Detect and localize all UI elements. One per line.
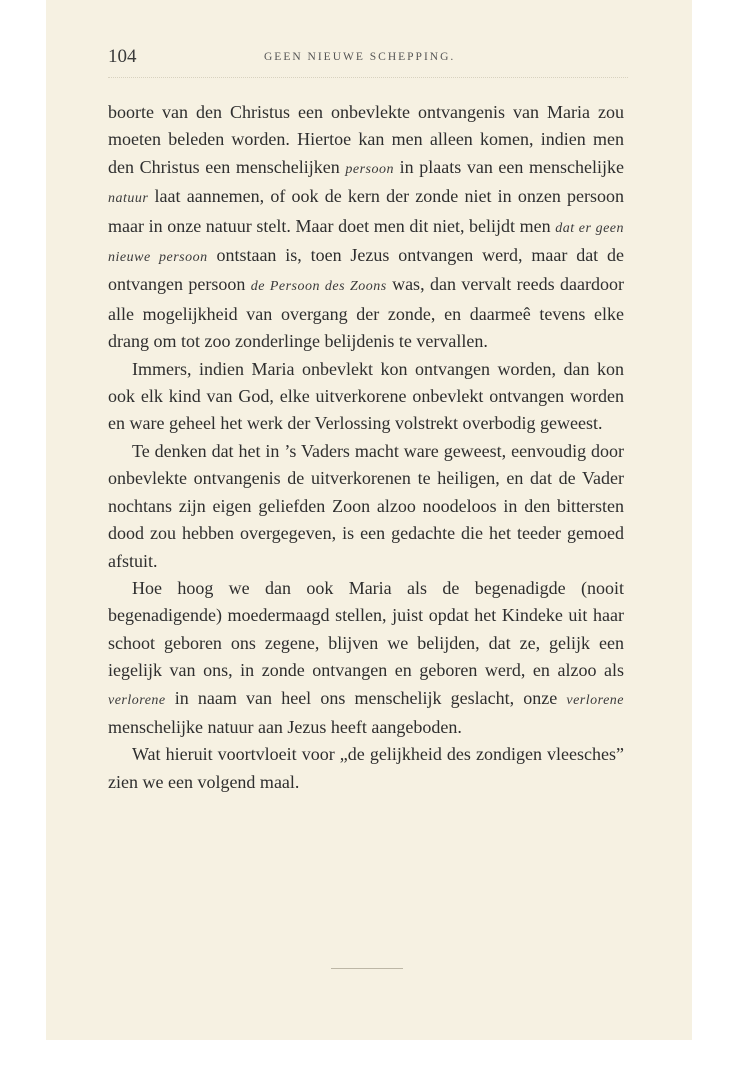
- paragraph-2: Immers, indien Maria onbevlekt kon ontvangen worden, dan kon ook elk kind van God, elke uitverkorene onbevlekt ontvangen worden en ware geheel het werk der Verlossing volstrekt overbodig geweest.: [108, 358, 624, 434]
- italic-emphasis: natuur: [108, 191, 149, 207]
- paragraph-4: [108, 575, 624, 741]
- section-end-rule: [331, 968, 403, 969]
- text-run: boorte van den Christus een onbevlekte ontvangenis van Maria zou moeten beleden worden. Hiertoe kan men alleen komen, indien men den Christus een menschelijken: [108, 102, 624, 177]
- book-page: [46, 0, 692, 1040]
- paragraph-3: Te denken dat het in ’s Vaders macht ware geweest, eenvoudig door onbevlekte ontvangenis de uitverkorenen te heiligen, en dat de Vader nochtans zijn eigen geliefden Zoon alzoo noodeloos in den bittersten dood zou hebben overgegeven, is een gedachte die het teeder gemoed afstuit.: [108, 440, 624, 571]
- italic-emphasis: de Persoon des Zoons: [250, 279, 387, 295]
- text-run: ontstaan is, toen Jezus ontvangen werd, maar dat de ontvangen persoon: [108, 245, 625, 295]
- header-divider: [108, 77, 628, 78]
- paragraph-1: [108, 99, 624, 356]
- text-run: in plaats van een menschelijke: [394, 156, 624, 177]
- text-run: Hoe hoog we dan ook Maria als de begenadigde (nooit begenadigende) moedermaagd stellen, juist opdat het Kindeke uit haar schoot geboren ons zegene, blijven we belijden, dat ze, gelijk een iegelijk van ons, in zonde ontvangen en geboren werd, en alzoo als: [108, 577, 624, 681]
- italic-emphasis: dat er geen nieuwe persoon: [108, 220, 624, 266]
- text-run: menschelijke natuur aan Jezus heeft aangeboden.: [108, 716, 462, 737]
- text-run: laat aannemen, of ook de kern der zonde niet in onzen persoon maar in onze natuur stelt. Maar doet men dit niet, belijdt men: [108, 186, 624, 236]
- body-text: [108, 99, 624, 796]
- text-run: was, dan vervalt reeds daardoor alle mogelijkheid van overgang der zonde, en daarmeê tevens elke drang om tot zoo zonderlinge belijdenis te vervallen.: [108, 274, 625, 352]
- running-title: GEEN NIEUWE SCHEPPING.: [264, 51, 456, 63]
- page-header: [108, 46, 628, 70]
- italic-emphasis: verlorene: [566, 692, 624, 708]
- page-number: 104: [108, 46, 137, 67]
- italic-emphasis: verlorene: [108, 692, 166, 708]
- italic-emphasis: persoon: [345, 161, 395, 177]
- text-run: in naam van heel ons menschelijk geslacht, onze: [165, 687, 567, 708]
- paragraph-5: Wat hieruit voortvloeit voor „de gelijkheid des zondigen vleesches” zien we een volgend maal.: [108, 744, 624, 792]
